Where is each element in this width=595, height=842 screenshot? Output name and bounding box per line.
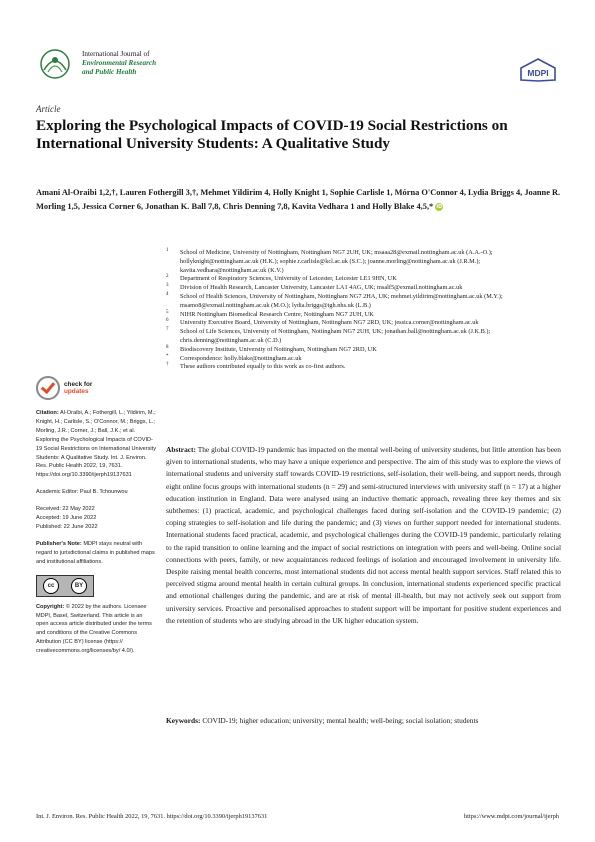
journal-name-line2: Environmental Research [82,59,157,67]
keywords [166,715,561,727]
copyright-text: © 2022 by the authors. Licensee MDPI, Basel, Switzerland. This article is an open access article distributed under the terms and conditions of the Creative Commons Attribution (CC BY) license (https:// creativecommons.org/licenses/by/ 4.0/). [36,603,152,655]
by-icon: BY [71,578,87,594]
cc-icon: cc [43,578,59,594]
academic-editor: Academic Editor: Paul B. Tchounwou [36,489,128,496]
publisher-note [36,540,156,567]
affiliation-text: School of Health Sciences, University of Nottingham, Nottingham NG7 2HA, UK; mehmet.yildirim@nottingham.ac.uk (M.Y.); msamo8@exmail.nottingham.ac.uk (M.O.); lydia.briggs@tgh.nhs.uk (L.B.) [180,292,503,309]
affiliation-text: Correspondence: holly.blake@nottingham.ac.uk [180,354,302,362]
article-type: Article [36,104,61,114]
affiliation-number: 7 [166,327,169,333]
affiliation-number: † [166,362,169,368]
journal-name-line3: and Public Health [82,68,137,76]
published-date: Published: 22 June 2022 [36,523,98,530]
abstract [166,444,561,627]
journal-name [82,50,156,77]
article-title: Exploring the Psychological Impacts of COVID-19 Social Restrictions on International University Students: A Qualitative Study [36,117,508,152]
affiliation-text: School of Medicine, University of Nottingham, Nottingham NG7 2UH, UK; msaaa28@exmail.nottingham.ac.uk (A.A.-O.); hollyknight@nottingham.ac.uk (H.K.); sophie.r.carlisle@kcl.ac.uk (S.C.); joanne.morling@nottingham.ac.uk (J.R.M.); kavita.vedhara@nottingham.ac.uk (K.V.) [180,249,493,274]
publisher-note-label: Publisher's Note: [36,540,82,547]
abstract-label: Abstract: [166,445,196,454]
affiliation-item [166,328,566,346]
affiliation-text: University Executive Board, University of Nottingham, Nottingham NG7 2RD, UK; jessica.corner@nottingham.ac.uk [180,319,479,327]
affiliation-number: 4 [166,291,169,297]
affiliation-item [166,319,566,328]
check-for-updates-button[interactable] [36,375,94,401]
affiliation-item [166,293,566,311]
affiliation-text: NIHR Nottingham Biomedical Research Centre, Nottingham NG7 2UH, UK [180,310,374,318]
updates-label: updates [64,388,89,395]
affiliation-item [166,275,566,284]
footer-journal-url[interactable]: https://www.mdpi.com/journal/ijerph [463,813,559,820]
affiliation-number: 2 [166,274,169,280]
citation-block [36,409,156,480]
footer-citation: Int. J. Environ. Res. Public Health 2022, 19, 7631. https://doi.org/10.3390/ijerph19137631 [36,813,268,820]
publisher-note-text: MDPI stays neutral with regard to jurisdictional claims in published maps and institutional affiliations. [36,540,155,565]
affiliation-text: Department of Respiratory Sciences, University of Leicester, Leicester LE1 9HN, UK [180,275,397,283]
cc-by-license-icon[interactable] [36,575,94,597]
affiliation-text: Biodiscovery Institute, University of Nottingham, Nottingham NG7 2RD, UK [180,345,377,353]
orcid-icon[interactable]: iD [436,204,443,210]
mdpi-logo-text: MDPI [527,68,549,78]
author-list [36,186,562,214]
copyright-label: Copyright: [36,603,65,610]
affiliation-number: 6 [166,318,169,324]
affiliation-item [166,284,566,293]
dates-block [36,505,156,532]
affiliation-item [166,249,566,275]
affiliation-item [166,346,566,355]
check-updates-icon [36,376,60,400]
affiliation-item [166,311,566,320]
affiliation-number: 1 [166,248,169,253]
left-sidebar [36,375,156,664]
affiliation-item [166,355,566,364]
author-names: Amani Al-Oraibi 1,2,†, Lauren Fothergill 3,†, Mehmet Yildirim 4, Holly Knight 1, Sophie Carlisle 1, Mórna O'Connor 4, Lydia Briggs 4, Joanne R. Morling 1,5, Jessica Corner 6, Jonathan K. Ball 7,8, Chris Denning 7,8, Kavita Vedhara 1 and Holly Blake 4,5,* [36,188,561,211]
mdpi-logo-icon [518,58,558,82]
journal-logo-icon [36,48,74,80]
keywords-text: COVID-19; higher education; university; mental health; well-being; social isolation; students [202,716,479,725]
received-date: Received: 22 May 2022 [36,506,95,513]
check-for-label: check for [64,381,93,388]
affiliation-text: These authors contributed equally to this work as co-first authors. [180,363,346,371]
journal-name-line1: International Journal of [82,50,150,58]
affiliation-number: * [166,353,169,359]
copyright-block [36,603,156,656]
affiliation-number: 5 [166,309,169,315]
affiliation-number: 8 [166,344,169,350]
affiliations [166,249,566,372]
accepted-date: Accepted: 19 June 2022 [36,515,97,522]
citation-label: Citation: [36,410,59,416]
citation-text: Al-Oraibi, A.; Fothergill, L.; Yildirim, M.; Knight, H.; Carlisle, S.; O'Connor, M.; Briggs, L.; Morling, J.R.; Corner, J.; Ball, J.K.; et al. Exploring the Psychological Impacts of COVID-19 Social Restrictions on International University Students: A Qualitative Study. Int. J. Environ. Res. Public Health 2022, 19, 7631. https://doi.org/10.3390/ijerph19137631 [36,410,157,479]
abstract-text: The global COVID-19 pandemic has impacted on the mental well-being of university students, but little attention has been given to international students, who may have a unique experience and perspective. The aim of this study was to explore the views of international students and university staff towards COVID-19 restrictions, self-isolation, their well-being, and support needs, through eight online focus groups with international students (n = 29) and semi-structured interviews with university staff (n = 17) at a higher education institution in England. Data were analysed using an inductive thematic approach, revealing three key themes and six subthemes: (1) practical, academic, and psychological challenges faced during self-isolation and the COVID-19 pandemic; (2) coping strategies to self-isolation and life during the pandemic; and (3) views on further support needed for international students. International students faced practical, academic, and psychological challenges during the COVID-19 pandemic, particularly relating to the rapid transition to online learning and the impact of social restrictions on integration with peers and well-being. Online social connections with peers, family, or new acquaintances reduced feelings of isolation and encouraged involvement in university life. Despite raising mental health concerns, most international students did not access mental health support services. Staff related this to perceived stigma around mental health in certain cultural groups. In conclusion, international students experienced specific practical and emotional challenges during the pandemic, and are at risk of mental ill-health, but may not actively seek out support from university services. Proactive and personalised approaches to student support will be important for positive student experiences and the retention of students who are studying abroad in the UK higher education system. [166,445,562,625]
keywords-label: Keywords: [166,716,201,725]
affiliation-text: School of Life Sciences, University of Nottingham, Nottingham NG7 2UH, UK; jonathan.ball@nottingham.ac.uk (J.K.B.); chris.denning@nottingham.ac.uk (C.D.) [180,328,491,344]
affiliation-number: 3 [166,283,169,289]
affiliation-text: Division of Health Research, Lancaster University, Lancaster LA1 4AG, UK; msalf5@exmail.nottingham.ac.uk [180,284,463,292]
affiliation-item [166,363,566,372]
